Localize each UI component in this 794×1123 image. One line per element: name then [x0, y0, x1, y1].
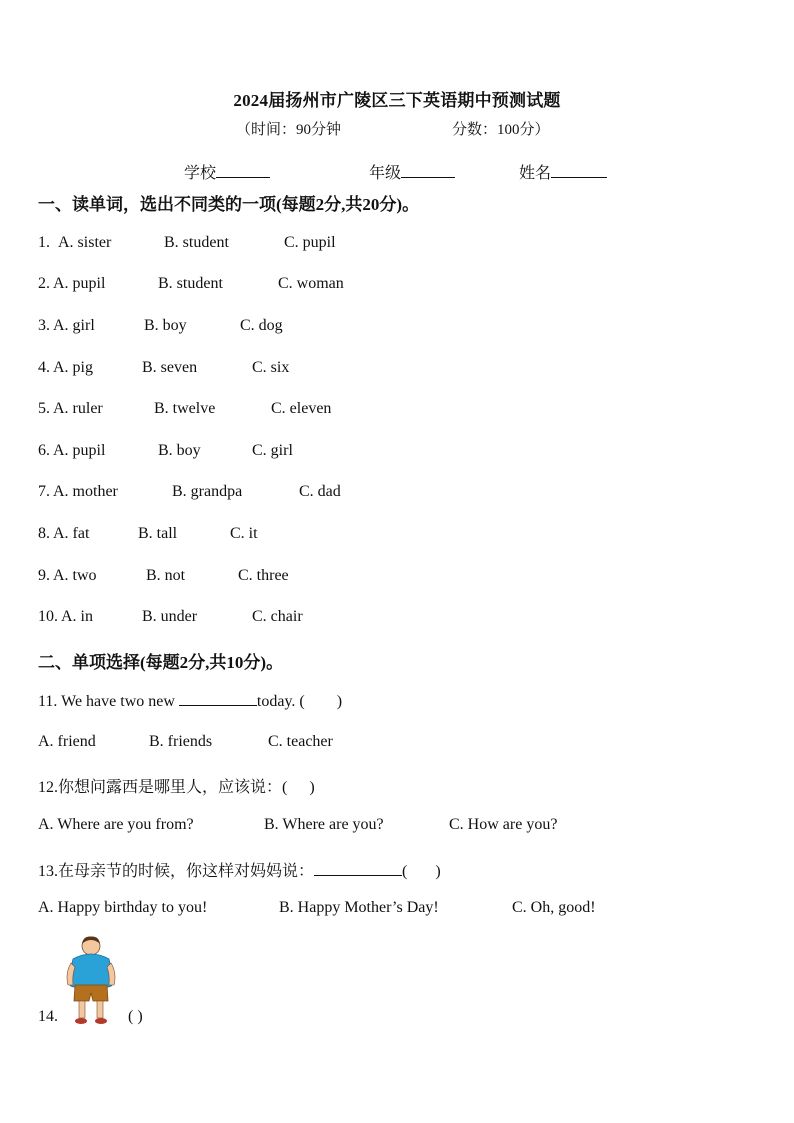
- question-stem: 在母亲节的时候，你这样对妈妈说：: [58, 863, 315, 880]
- option-b[interactable]: B. not: [146, 567, 186, 584]
- option-a[interactable]: A. Where are you from?: [38, 816, 194, 833]
- question-number: 8.: [38, 525, 50, 542]
- option-b[interactable]: B. student: [158, 275, 223, 292]
- option-b[interactable]: B. grandpa: [172, 483, 243, 500]
- option-a[interactable]: A. pig: [53, 359, 93, 376]
- option-c[interactable]: C. girl: [252, 442, 293, 459]
- option-b[interactable]: B. under: [142, 608, 198, 625]
- option-a[interactable]: A. girl: [53, 317, 95, 334]
- option-a[interactable]: A. sister: [58, 234, 112, 251]
- option-a[interactable]: A. friend: [38, 733, 96, 750]
- answer-blank[interactable]: [314, 861, 402, 876]
- question-2: [38, 275, 344, 293]
- question-number: 12.: [38, 779, 58, 796]
- grade-label: 年级: [369, 165, 402, 182]
- option-c[interactable]: C. eleven: [271, 400, 332, 417]
- question-5: [38, 400, 332, 418]
- question-number: 2.: [38, 275, 50, 292]
- question-10: [38, 608, 303, 626]
- exam-total-score: 分数：100分）: [452, 122, 550, 138]
- answer-paren[interactable]: ( ): [128, 1008, 143, 1025]
- question-number: 6.: [38, 442, 50, 459]
- question-6: [38, 442, 293, 460]
- question-8: [38, 525, 258, 543]
- question-11: [38, 691, 342, 711]
- option-c[interactable]: C. dad: [299, 483, 341, 500]
- option-c[interactable]: C. six: [252, 359, 290, 376]
- question-number: 3.: [38, 317, 50, 334]
- question-4: [38, 359, 290, 377]
- question-stem: 你想问露西是哪里人，应该说：(: [58, 779, 288, 796]
- question-number: 9.: [38, 567, 50, 584]
- option-c[interactable]: C. teacher: [268, 733, 333, 750]
- question-stem-end: today. (: [256, 693, 305, 710]
- question-number: 5.: [38, 400, 50, 417]
- exam-time: （时间：90分钟: [236, 122, 342, 138]
- question-number: 1.: [38, 234, 50, 251]
- question-number: 14.: [38, 1008, 58, 1025]
- option-b[interactable]: B. Happy Mother’s Day!: [279, 899, 439, 916]
- question-number: 7.: [38, 483, 50, 500]
- section2-heading: 二、单项选择(每题2分,共10分)。: [38, 653, 284, 672]
- paren-open: (: [402, 863, 408, 880]
- grade-blank[interactable]: [401, 163, 455, 178]
- option-c[interactable]: C. How are you?: [449, 816, 558, 833]
- name-field: [519, 160, 607, 183]
- option-c[interactable]: C. Oh, good!: [512, 899, 596, 916]
- question-12: [38, 774, 315, 797]
- question-7: [38, 483, 341, 501]
- question-number: 4.: [38, 359, 50, 376]
- question-number: 11.: [38, 693, 58, 710]
- question-stem: We have two new: [61, 693, 175, 710]
- option-a[interactable]: A. mother: [53, 483, 118, 500]
- name-blank[interactable]: [551, 163, 607, 178]
- option-c[interactable]: C. three: [238, 567, 289, 584]
- option-a[interactable]: A. in: [61, 608, 93, 625]
- option-c[interactable]: C. it: [230, 525, 258, 542]
- question-9: [38, 567, 289, 585]
- school-blank[interactable]: [216, 163, 270, 178]
- grade-field: [369, 160, 455, 183]
- option-b[interactable]: B. tall: [138, 525, 178, 542]
- option-b[interactable]: B. boy: [144, 317, 187, 334]
- question-1: [38, 234, 336, 252]
- option-a[interactable]: A. ruler: [53, 400, 103, 417]
- paren-close: ): [336, 693, 343, 710]
- option-b[interactable]: B. friends: [149, 733, 213, 750]
- option-a[interactable]: A. pupil: [53, 275, 106, 292]
- option-b[interactable]: B. student: [164, 234, 229, 251]
- question-13: [38, 858, 441, 881]
- option-c[interactable]: C. dog: [240, 317, 283, 334]
- paren-close: ): [435, 863, 441, 880]
- school-label: 学校: [184, 165, 217, 182]
- answer-blank[interactable]: [179, 691, 257, 706]
- option-a[interactable]: A. Happy birthday to you!: [38, 899, 208, 916]
- question-number: 13.: [38, 863, 58, 880]
- option-a[interactable]: A. pupil: [53, 442, 106, 459]
- question-3: [38, 317, 283, 335]
- option-c[interactable]: C. woman: [278, 275, 344, 292]
- option-a[interactable]: A. fat: [53, 525, 90, 542]
- option-b[interactable]: B. seven: [142, 359, 198, 376]
- option-b[interactable]: B. twelve: [154, 400, 216, 417]
- paren-close: ): [309, 779, 315, 796]
- option-a[interactable]: A. two: [53, 567, 97, 584]
- name-label: 姓名: [519, 165, 552, 182]
- question-14: [38, 1008, 58, 1026]
- option-b[interactable]: B. Where are you?: [264, 816, 384, 833]
- question-number: 10.: [38, 608, 58, 625]
- page-title: 2024届扬州市广陵区三下英语期中预测试题: [233, 91, 561, 110]
- fat-boy-illustration: [63, 935, 119, 1025]
- option-b[interactable]: B. boy: [158, 442, 201, 459]
- section1-heading: 一、读单词，选出不同类的一项(每题2分,共20分)。: [38, 195, 420, 214]
- school-field: [184, 160, 270, 183]
- option-c[interactable]: C. pupil: [284, 234, 336, 251]
- option-c[interactable]: C. chair: [252, 608, 303, 625]
